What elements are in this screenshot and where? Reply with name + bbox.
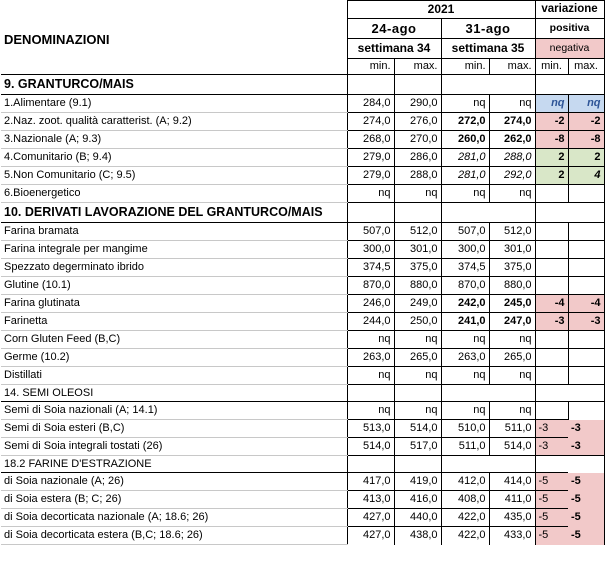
variation-max [568,402,604,420]
cur-max-value: 247,0 [489,313,535,331]
prev-min-value: 513,0 [347,420,394,438]
prev-max-value: 288,0 [394,167,441,185]
table-row [1,95,604,113]
empty-cell [347,203,394,223]
cur-max-value: nq [489,95,535,113]
variation-max [568,277,604,295]
prev-min-value: 263,0 [347,349,394,367]
variation-min: 2 [535,167,568,185]
variation-max: -2 [568,113,604,131]
prev-max-value: 250,0 [394,313,441,331]
cur-max-value: 411,0 [489,491,535,509]
cur-max-value: 414,0 [489,473,535,491]
cur-max-value: 880,0 [489,277,535,295]
table-row [1,131,604,149]
cur-min-value: 408,0 [441,491,489,509]
prev-max-value: 301,0 [394,241,441,259]
prev-max-value: 249,0 [394,295,441,313]
cur-max-value: 274,0 [489,113,535,131]
cur-max-value: nq [489,402,535,420]
prev-min-value: 413,0 [347,491,394,509]
cur-min-value: 281,0 [441,149,489,167]
variation-max: -5 [568,473,604,491]
table-row [1,113,604,131]
date-week35: 31-ago [441,19,535,39]
prev-min-value: nq [347,331,394,349]
cur-min-value: 242,0 [441,295,489,313]
row-label: Farinetta [1,313,347,331]
empty-cell [441,456,489,473]
row-label: di Soia decorticata estera (B,C; 18.6; 26) [1,527,347,545]
section-title: 14. SEMI OLEOSI [1,385,347,402]
cur-min-value: 263,0 [441,349,489,367]
variation-min: -5 [535,509,568,527]
table-row [1,438,604,456]
table-row [1,491,604,509]
prev-max-value: 416,0 [394,491,441,509]
cur-max-value: 262,0 [489,131,535,149]
variation-max [568,259,604,277]
prev-max-value: nq [394,331,441,349]
price-table [1,0,605,545]
week-35-label: settimana 35 [441,39,535,59]
row-label: 6.Bioenergetico [1,185,347,203]
variation-max: -3 [568,420,604,438]
prev-min-value: 268,0 [347,131,394,149]
empty-cell [535,456,568,473]
row-label: di Soia decorticata nazionale (A; 18.6; 26) [1,509,347,527]
variation-min: -5 [535,473,568,491]
section-row [1,456,604,473]
variation-max: -5 [568,527,604,545]
row-label: 4.Comunitario (B; 9.4) [1,149,347,167]
max-header: max. [568,59,604,75]
cur-max-value: nq [489,185,535,203]
prev-max-value: nq [394,402,441,420]
variation-max: -5 [568,509,604,527]
variation-max: -4 [568,295,604,313]
section-title: 9. GRANTURCO/MAIS [1,75,347,95]
cur-min-value: 422,0 [441,527,489,545]
prev-min-value: nq [347,367,394,385]
prev-min-value: 279,0 [347,149,394,167]
cur-max-value: 433,0 [489,527,535,545]
prev-min-value: nq [347,402,394,420]
prev-max-value: 375,0 [394,259,441,277]
prev-max-value: 276,0 [394,113,441,131]
cur-min-value: 507,0 [441,223,489,241]
positiva-label: positiva [535,19,604,39]
table-row [1,349,604,367]
cur-min-value: nq [441,367,489,385]
cur-max-value: 514,0 [489,438,535,456]
max-header: max. [489,59,535,75]
variation-max [568,223,604,241]
variation-max [568,185,604,203]
row-label: Farina integrale per mangime [1,241,347,259]
variation-min [535,331,568,349]
row-label: Corn Gluten Feed (B,C) [1,331,347,349]
table-row [1,167,604,185]
table-row [1,509,604,527]
prev-min-value: 870,0 [347,277,394,295]
variation-min: nq [535,95,568,113]
prev-max-value: nq [394,367,441,385]
variation-max: nq [568,95,604,113]
section-row [1,75,604,95]
table-row [1,527,604,545]
empty-cell [394,75,441,95]
empty-cell [441,385,489,402]
date-week34: 24-ago [347,19,441,39]
cur-max-value: 512,0 [489,223,535,241]
empty-cell [394,203,441,223]
cur-min-value: nq [441,95,489,113]
prev-max-value: 290,0 [394,95,441,113]
cur-min-value: 272,0 [441,113,489,131]
variation-max: 4 [568,167,604,185]
prev-min-value: 374,5 [347,259,394,277]
cur-max-value: 245,0 [489,295,535,313]
table-row [1,277,604,295]
cur-max-value: 265,0 [489,349,535,367]
max-header: max. [394,59,441,75]
denominazioni-header: DENOMINAZIONI [1,1,347,75]
cur-min-value: 281,0 [441,167,489,185]
prev-min-value: 279,0 [347,167,394,185]
prev-max-value: 512,0 [394,223,441,241]
table-row [1,402,604,420]
table-row [1,149,604,167]
empty-cell [568,456,604,473]
row-label: di Soia nazionale (A; 26) [1,473,347,491]
empty-cell [568,75,604,95]
table-row [1,185,604,203]
prev-min-value: 514,0 [347,438,394,456]
empty-cell [535,385,568,402]
prev-min-value: 427,0 [347,509,394,527]
empty-cell [568,203,604,223]
variation-max: 2 [568,149,604,167]
empty-cell [441,75,489,95]
empty-cell [535,203,568,223]
cur-min-value: 374,5 [441,259,489,277]
row-label: Semi di Soia esteri (B,C) [1,420,347,438]
table-row [1,331,604,349]
prev-min-value: 284,0 [347,95,394,113]
cur-min-value: 511,0 [441,438,489,456]
cur-max-value: 511,0 [489,420,535,438]
variation-min: 2 [535,149,568,167]
min-header: min. [441,59,489,75]
prev-max-value: 517,0 [394,438,441,456]
empty-cell [489,203,535,223]
prev-max-value: 514,0 [394,420,441,438]
row-label: Farina bramata [1,223,347,241]
empty-cell [489,385,535,402]
prev-min-value: 507,0 [347,223,394,241]
row-label: di Soia estera (B; C; 26) [1,491,347,509]
prev-min-value: 300,0 [347,241,394,259]
variation-min [535,241,568,259]
prev-max-value: nq [394,185,441,203]
table-row [1,223,604,241]
empty-cell [441,203,489,223]
prev-max-value: 880,0 [394,277,441,295]
cur-max-value: 301,0 [489,241,535,259]
prev-max-value: 265,0 [394,349,441,367]
empty-cell [535,75,568,95]
row-label: Distillati [1,367,347,385]
variation-min: -4 [535,295,568,313]
prev-max-value: 438,0 [394,527,441,545]
variation-min [535,223,568,241]
variation-max [568,367,604,385]
cur-min-value: 300,0 [441,241,489,259]
variation-min: -3 [535,438,568,456]
cur-max-value: 288,0 [489,149,535,167]
variation-min: -2 [535,113,568,131]
cur-max-value: 292,0 [489,167,535,185]
min-header: min. [347,59,394,75]
variation-min: -3 [535,313,568,331]
prev-max-value: 270,0 [394,131,441,149]
row-label: 3.Nazionale (A; 9.3) [1,131,347,149]
table-row [1,313,604,331]
variation-min [535,185,568,203]
empty-cell [489,456,535,473]
variation-max: -5 [568,491,604,509]
year-header: 2021 [347,1,535,19]
variation-min [535,349,568,367]
row-label: Glutine (10.1) [1,277,347,295]
cur-max-value: 375,0 [489,259,535,277]
variation-max: -3 [568,313,604,331]
negativa-label: negativa [535,39,604,59]
cur-max-value: nq [489,331,535,349]
cur-min-value: 422,0 [441,509,489,527]
variation-min [535,367,568,385]
empty-cell [489,75,535,95]
variation-min: -8 [535,131,568,149]
cur-min-value: nq [441,402,489,420]
variation-max [568,331,604,349]
variation-min [535,402,568,420]
section-row [1,203,604,223]
prev-max-value: 419,0 [394,473,441,491]
cur-min-value: 260,0 [441,131,489,149]
section-row [1,385,604,402]
variation-max: -8 [568,131,604,149]
cur-min-value: nq [441,331,489,349]
empty-cell [394,385,441,402]
table-row [1,473,604,491]
table-row [1,259,604,277]
row-label: 1.Alimentare (9.1) [1,95,347,113]
prev-min-value: 417,0 [347,473,394,491]
cur-min-value: nq [441,185,489,203]
row-label: Germe (10.2) [1,349,347,367]
cur-min-value: 870,0 [441,277,489,295]
variation-max: -3 [568,438,604,456]
prev-min-value: 274,0 [347,113,394,131]
variazione-header: variazione [535,1,604,19]
variation-min [535,259,568,277]
min-header: min. [535,59,568,75]
empty-cell [347,75,394,95]
row-label: Semi di Soia nazionali (A; 14.1) [1,402,347,420]
table-row [1,241,604,259]
cur-min-value: 241,0 [441,313,489,331]
variation-max [568,241,604,259]
week-34-label: settimana 34 [347,39,441,59]
variation-min: -5 [535,527,568,545]
prev-min-value: 427,0 [347,527,394,545]
empty-cell [394,456,441,473]
prev-min-value: 244,0 [347,313,394,331]
row-label: 2.Naz. zoot. qualità caratterist. (A; 9.2) [1,113,347,131]
prev-max-value: 440,0 [394,509,441,527]
table-row [1,367,604,385]
variation-min: -5 [535,491,568,509]
variation-min: -3 [535,420,568,438]
row-label: 5.Non Comunitario (C; 9.5) [1,167,347,185]
cur-min-value: 412,0 [441,473,489,491]
row-label: Semi di Soia integrali tostati (26) [1,438,347,456]
empty-cell [568,385,604,402]
prev-min-value: nq [347,185,394,203]
section-title: 10. DERIVATI LAVORAZIONE DEL GRANTURCO/MAIS [1,203,347,223]
variation-min [535,277,568,295]
prev-min-value: 246,0 [347,295,394,313]
row-label: Spezzato degerminato ibrido [1,259,347,277]
cur-min-value: 510,0 [441,420,489,438]
prev-max-value: 286,0 [394,149,441,167]
table-row [1,295,604,313]
cur-max-value: 435,0 [489,509,535,527]
table-row [1,420,604,438]
empty-cell [347,385,394,402]
empty-cell [347,456,394,473]
section-title: 18.2 FARINE D'ESTRAZIONE [1,456,347,473]
variation-max [568,349,604,367]
row-label: Farina glutinata [1,295,347,313]
cur-max-value: nq [489,367,535,385]
